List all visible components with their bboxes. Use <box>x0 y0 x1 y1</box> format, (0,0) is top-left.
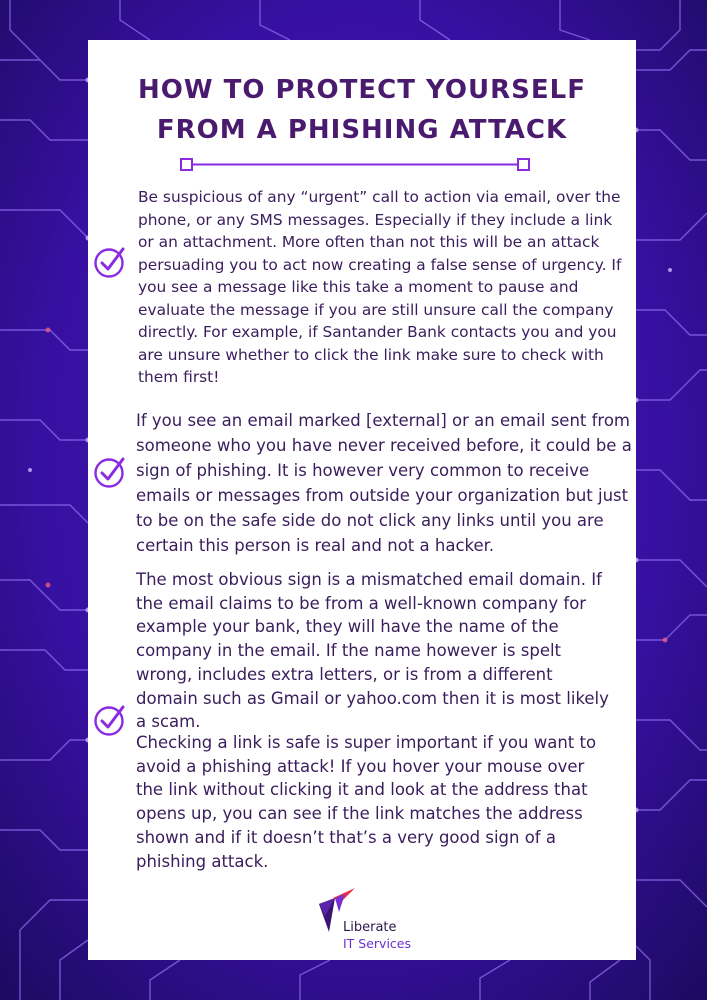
tip-paragraph: Checking a link is safe is super important if you want to avoid a phishing attack! If you hover your mouse over the link without clicking it and look at the address that opens up, you can see if the link matches the address shown and if it doesn’t that’s a very good sign of a phishing attack. <box>136 733 597 871</box>
tip-paragraph: The most obvious sign is a mismatched email domain. If the email claims to be from a well-known company for example your bank, they will have the name of the company in the email. If the name however is spelt wrong, includes extra letters, or is from a different domain such as Gmail or yahoo.com then it is most likely a scam. <box>136 570 609 732</box>
logo-subtitle: IT Services <box>343 936 412 951</box>
title-line-2: FROM A PHISHING ATTACK <box>156 115 568 145</box>
company-logo <box>305 886 425 954</box>
title-line-1: HOW TO PROTECT YOURSELF <box>138 75 586 105</box>
page-title <box>88 70 636 150</box>
tip-paragraph: Be suspicious of any “urgent” call to action via email, over the phone, or any SMS messages. Especially if they include a link or an attachment. More often than not this will be an attack persuading you to act now creating a false sense of urgency. If you see a message like this take a moment to pause and evaluate the message if you are still unsure call the company directly. For example, if Santander Bank contacts you and you are unsure whether to click the link make sure to check with them first! <box>138 188 622 386</box>
checkmark-circle-icon <box>93 245 127 279</box>
checkmark-circle-icon <box>93 703 127 737</box>
tip-paragraph: If you see an email marked [external] or an email sent from someone who you have never received before, it could be a sign of phishing. It is however very common to receive emails or messages from outside your organization but just to be on the safe side do not click any links until you are certain this person is real and not a hacker. <box>136 411 632 555</box>
logo-name: Liberate <box>343 920 397 935</box>
checkmark-circle-icon <box>93 455 127 489</box>
title-divider <box>180 157 530 173</box>
